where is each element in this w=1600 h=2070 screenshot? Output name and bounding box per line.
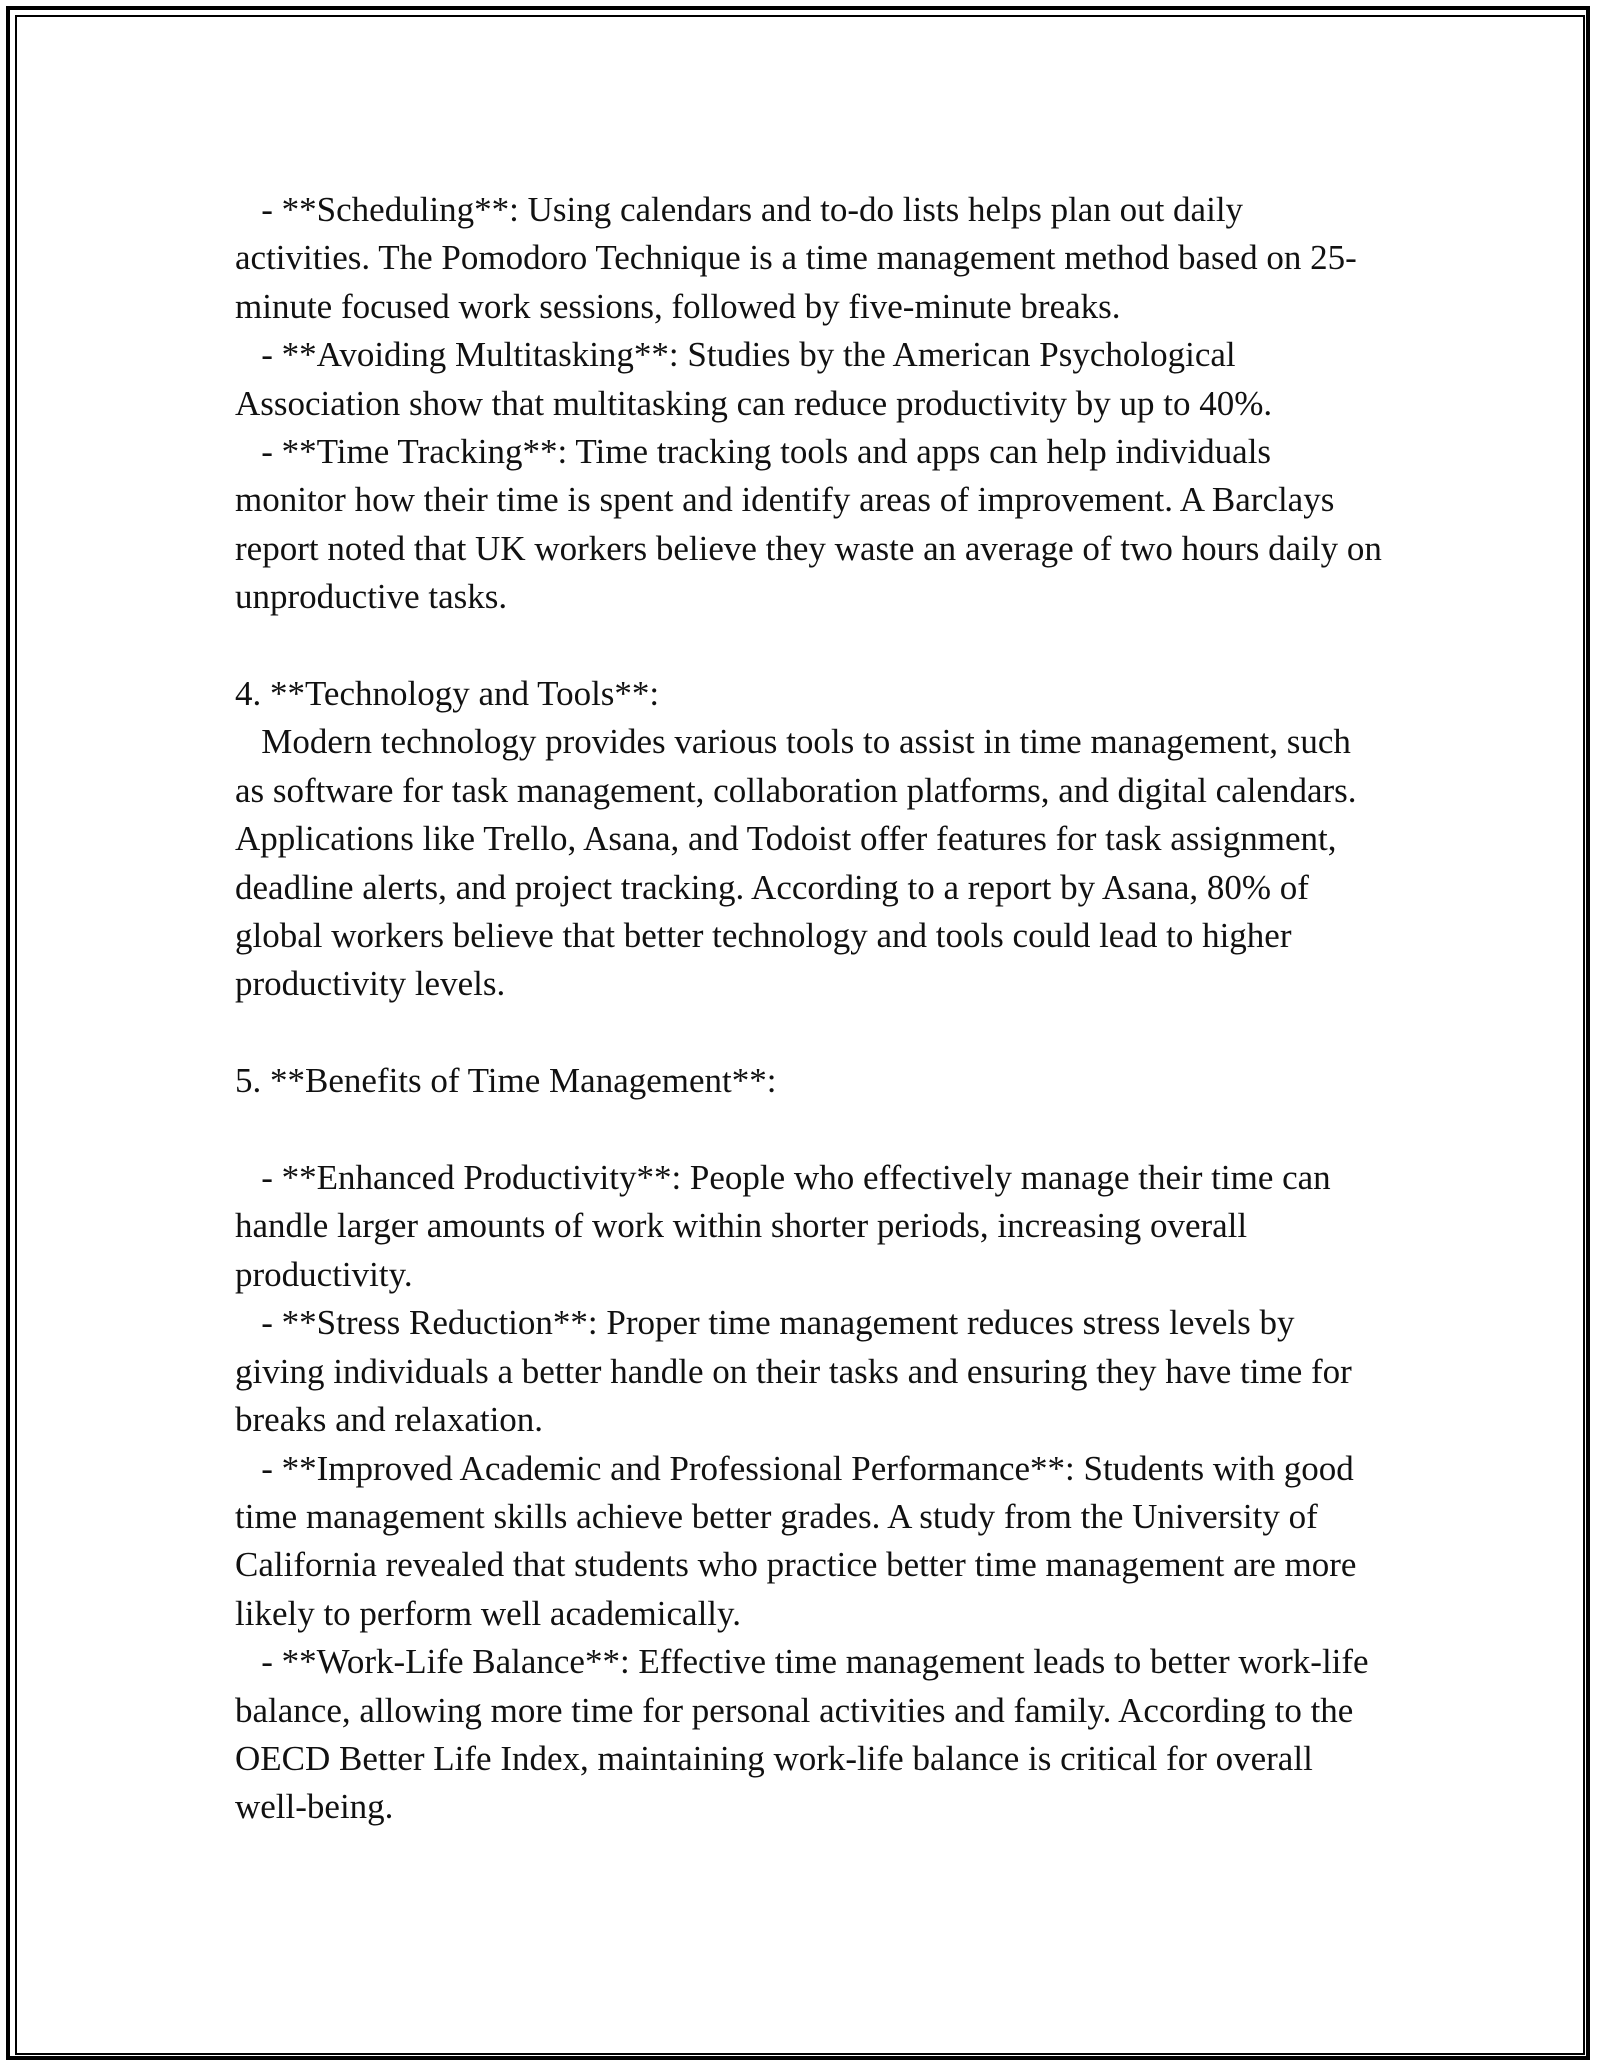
spacer bbox=[235, 1009, 1385, 1057]
bullet-work-life-balance: - **Work-Life Balance**: Effective time management leads to better work-life balance, allowing more time for personal activities and family. According to the OECD Better Life Index, maintaining work-life balance is critical for overall well-being. bbox=[235, 1642, 1378, 1827]
bullet-improved-performance: - **Improved Academic and Professional Performance**: Students with good time management skills achieve better grades. A study from the University of California revealed that students who practice better time management are more likely to perform well academically. bbox=[235, 1448, 1366, 1633]
bullet-enhanced-productivity: - **Enhanced Productivity**: People who effectively manage their time can handle larger amounts of work within shorter periods, increasing overall productivity. bbox=[235, 1158, 1340, 1294]
heading-benefits-of-time-management: 5. **Benefits of Time Management**: bbox=[235, 1061, 777, 1101]
paragraph-technology: Modern technology provides various tools to assist in time management, such as software for task management, collaboration platforms, and digital calendars. Applications like Trello, Asana, and Todoist offer features for task assignment, deadline alerts, and project tracking. According to a report by Asana, 80% of global workers believe that better technology and tools could lead to higher productivity levels. bbox=[235, 722, 1364, 1004]
bullet-scheduling: - **Scheduling**: Using calendars and to-do lists helps plan out daily activities. The Pomodoro Technique is a time management method based on 25-minute focused work sessions, followed by five-minute breaks. bbox=[235, 190, 1357, 326]
document-body bbox=[235, 186, 1391, 1832]
bullet-avoiding-multitasking: - **Avoiding Multitasking**: Studies by the American Psychological Association show that multitasking can reduce productivity by up to 40%. bbox=[235, 335, 1273, 423]
bullet-time-tracking: - **Time Tracking**: Time tracking tools and apps can help individuals monitor how their time is spent and identify areas of improvement. A Barclays report noted that UK workers believe they waste an average of two hours daily on unproductive tasks. bbox=[235, 432, 1391, 617]
spacer bbox=[235, 1106, 1385, 1154]
heading-technology-and-tools: 4. **Technology and Tools**: bbox=[235, 674, 660, 714]
bullet-stress-reduction: - **Stress Reduction**: Proper time management reduces stress levels by giving individuals a better handle on their tasks and ensuring they have time for breaks and relaxation. bbox=[235, 1303, 1361, 1440]
spacer bbox=[235, 622, 1385, 670]
